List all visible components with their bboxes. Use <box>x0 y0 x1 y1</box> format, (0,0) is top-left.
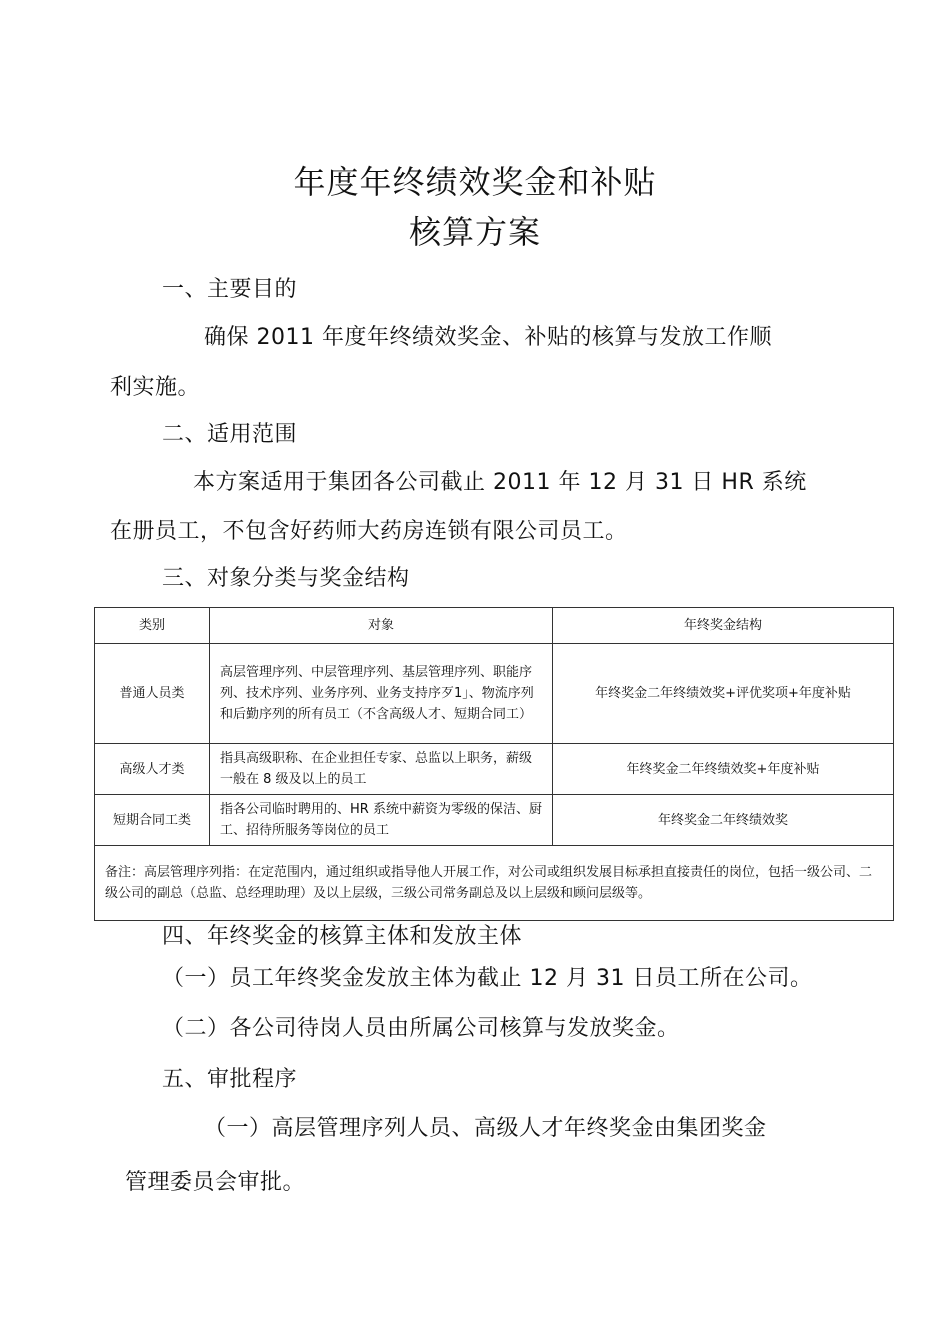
section-2-body-line-2: 在册员工，不包含好药师大药房连锁有限公司员工。 <box>110 519 628 544</box>
table-row <box>95 795 894 846</box>
table-row <box>95 744 894 795</box>
bonus-structure-table <box>94 607 894 921</box>
section-2-heading: 二、适用范围 <box>162 422 298 447</box>
table-row <box>95 644 894 744</box>
table-cell-structure: 年终奖金二年终绩效奖+年度补贴 <box>553 744 894 795</box>
table-cell-structure: 年终奖金二年终绩效奖+评优奖项+年度补贴 <box>553 644 894 744</box>
table-cell-category: 高级人才类 <box>95 744 210 795</box>
section-5-heading: 五、审批程序 <box>162 1067 298 1092</box>
section-3-heading: 三、对象分类与奖金结构 <box>162 566 410 591</box>
table-note: 备注：高层管理序列指：在定范围内，通过组织或指导他人开展工作，对公司或组织发展目标承担直接责任的岗位，包括一级公司、二级公司的副总（总监、总经理助理）及以上层级，三级公司常务副总及以上层级和顾问层级等。 <box>95 846 894 921</box>
section-1-body-line-2: 利实施。 <box>110 375 201 400</box>
table-note-row <box>95 846 894 921</box>
table-header-target: 对象 <box>210 608 553 644</box>
table-cell-structure: 年终奖金二年终绩效奖 <box>553 795 894 846</box>
section-1-body-line-1: 确保 2011 年度年终绩效奖金、补贴的核算与发放工作顺 <box>204 325 772 350</box>
document-title-line-1: 年度年终绩效奖金和补贴 <box>293 163 657 201</box>
section-2-body-line-1: 本方案适用于集团各公司截止 2011 年 12 月 31 日 HR 系统 <box>193 470 807 495</box>
section-5-item-1-line-1: （一）高层管理序列人员、高级人才年终奖金由集团奖金 <box>204 1116 767 1141</box>
section-4-item-2: （二）各公司待岗人员由所属公司核算与发放奖金。 <box>162 1016 680 1041</box>
table-header-row <box>95 608 894 644</box>
table-header-category: 类别 <box>95 608 210 644</box>
table-cell-target: 高层管理序列、中层管理序列、基层管理序列、职能序列、技术序列、业务序列、业务支持序歹1」、物流序列和后勤序列的所有员工（不含高级人才、短期合同工） <box>210 644 553 744</box>
document-title-line-2: 核算方案 <box>408 213 541 251</box>
section-1-heading: 一、主要目的 <box>162 277 298 302</box>
table-header-structure: 年终奖金结构 <box>553 608 894 644</box>
section-5-item-1-line-2: 管理委员会审批。 <box>125 1170 306 1195</box>
table-cell-category: 普通人员类 <box>95 644 210 744</box>
section-4-heading: 四、年终奖金的核算主体和发放主体 <box>162 924 523 949</box>
table-cell-target: 指具高级职称、在企业担任专家、总监以上职务，薪级一般在 8 级及以上的员工 <box>210 744 553 795</box>
section-4-item-1: （一）员工年终奖金发放主体为截止 12 月 31 日员工所在公司。 <box>162 966 813 991</box>
table-cell-category: 短期合同工类 <box>95 795 210 846</box>
table-cell-target: 指各公司临时聘用的、HR 系统中薪资为零级的保洁、厨工、招待所服务等岗位的员工 <box>210 795 553 846</box>
